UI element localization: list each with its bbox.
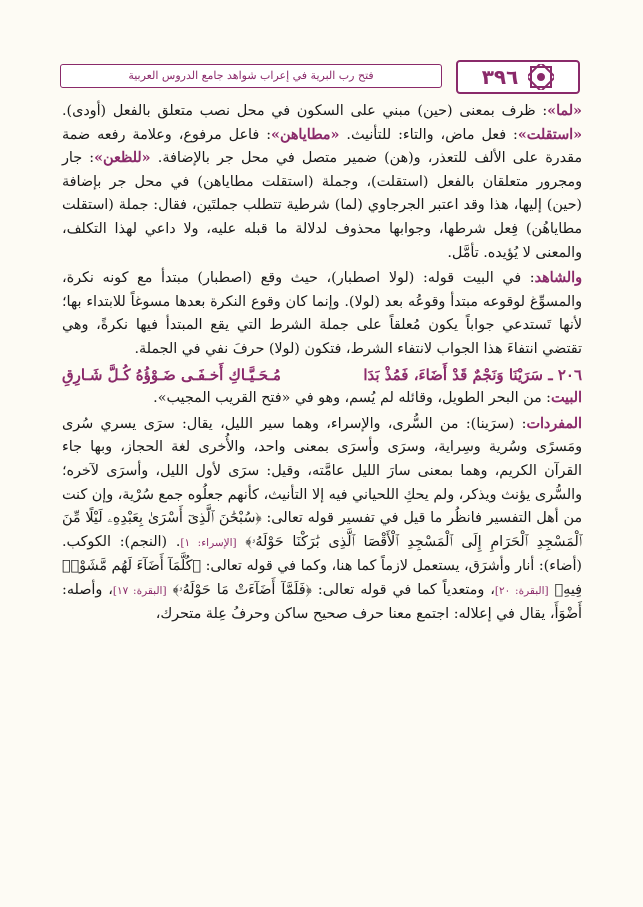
- quran-reference: [البقرة: ١٧]: [112, 584, 167, 597]
- label-mufradat: المفردات: [526, 415, 582, 432]
- term-lilzaan: «للظعن»: [94, 150, 151, 167]
- quran-reference: [البقرة: ٢٠]: [494, 584, 549, 597]
- paragraph-text: : من البحر الطويل، وقائله لم يُسم، وهو في «فتح القريب المجيب».: [153, 390, 551, 407]
- paragraph-text: . (النجم): الكوكب. (أضاء): أنار وأشرَق، يستعمل لازماً كما هنا، وكما في قوله تعالى:: [62, 533, 583, 575]
- label-bayt: البيت: [551, 390, 582, 407]
- paragraph-text: : ظرف بمعنى (حين) مبني على السكون في محل نصب متعلق بالفعل (أودى).: [62, 103, 548, 119]
- paragraph-text: : في البيت قوله: (لولا اصطبار)، حيث وقع (اصطبار) مبتدأ مع كونه نكرة، والمسوِّغ لوقوعه مبتدأ وقوعُه بعد (لولا). وإنما كان وقوع النكرة بعدها مسوغاً للابتداء بها؛ لأنها تَستدعي جواباً يكون مُعلقاً على جملة الشرط التي يقع المبتدأ فيها نكرةً، وهي تقتضي انتفاءَ هذا الجواب لانتفاء الشرط، فتكون (لولا) حرفَ نفي في الجملة.: [62, 270, 582, 357]
- paragraph-mufradat: [62, 413, 582, 627]
- paragraph-parsing: [62, 100, 582, 265]
- page-body: [62, 100, 582, 629]
- verse-number: ٢٠٦ ـ: [548, 365, 582, 384]
- hemistich-1: سَرَيْنَا وَنَجْمٌ قَدْ أَضَاءَ، فَمُذْ بَدَا: [363, 365, 543, 384]
- hemistich-2: مُـحَـيَّـاكِ أَخـفَـى ضَـوْؤُهُ كُـلَّ شَـارِقِ: [62, 365, 281, 384]
- paragraph-text: : فاعل مرفوع، وعلامة رفعه ضمة مقدرة على الألف للتعذر، و(هن) ضمير متصل في محل جر بالإضافة.: [62, 126, 582, 167]
- label-shahid: والشاهد: [534, 270, 582, 287]
- page-header: [60, 58, 580, 92]
- paragraph-text: ، وأصله: أَضْوَأَ، يقال في إعلاله: اجتمع معنا حرف صحيح ساكن وحرفُ عِلة متحرك،: [62, 581, 582, 623]
- book-title: فتح رب البرية في إعراب شواهد جامع الدروس العربية: [60, 64, 442, 88]
- paragraph-text: ، ومتعدياً كما في قوله تعالى:: [311, 581, 495, 598]
- paragraph-shahid: [62, 267, 582, 361]
- term-istaqallat: «استقلت»: [517, 126, 582, 143]
- term-lamma: «لما»: [547, 103, 582, 119]
- ornament-icon: [528, 64, 554, 90]
- paragraph-text: : فعل ماض، والتاء: للتأنيث.: [339, 126, 518, 143]
- page-number: ٣٩٦: [481, 65, 519, 89]
- poetry-verse: [62, 364, 582, 388]
- quran-verse: ﴿سُبْحَٰنَ ٱلَّذِىٓ أَسْرَىٰ بِعَبْدِهِۦ لَيْلًا مِّنَ ٱلْمَسْجِدِ ٱلْحَرَامِ إِلَى ٱلْمَسْجِدِ ٱلْأَقْصَا ٱلَّذِى بَٰرَكْنَا حَوْلَهُۥ﴾: [62, 510, 583, 550]
- paragraph-text: : جار ومجرور متعلقان بالفعل (استقلت)، وجملة (استقلت مطاياهن) في محل جر بإضافة (حين) إليها، هذا وقد اعتبر الجرجاوي (لما) شرطية تتطلب جملتَين، فقال: جملة (استقلت مطاياهُن) فِعل شرطها، وجوابها محذوف لدلالة ما قبله عليه، ولا داعي لهذا التكلف، والمعنى لا يُؤيده. تأمَّل.: [62, 150, 582, 261]
- verse-first-half: [363, 364, 582, 388]
- quran-reference: [الإسراء: ١]: [180, 536, 237, 549]
- paragraph-bayt: [62, 387, 582, 411]
- term-matayahunna: «مطاياهن»: [271, 126, 340, 143]
- quran-verse: ﴿كُلَّمَآ أَضَآءَ لَهُم مَّشَوْا۟ فِيهِ﴾: [62, 558, 582, 598]
- page-number-box: [456, 60, 580, 94]
- paragraph-text: : (سرَينا): من السُّرى، والإسراء، وهما سير الليل، يقال: سرَى يسري سُرى ومَسرًى وسُرية وسِراية، وسرَى وأسرَى بمعنى واحد، والأُخرى لغة الحجاز، وبها جاء القرآن الكريم، وهما بمعنى سارَ الليل عامَّته، وقيل: سرَى لأول الليل، وأسرَى لآخره؛ والسُّرى يؤنث ويذكر، ولم يحكِ اللحياني فيه إلا التأنيث، كأنهم جعلُوه جمع سُرْية، وإن كنت من أهل التفسير فانظُر ما قيل في تفسير قوله تعالى:: [62, 415, 582, 527]
- quran-verse: ﴿فَلَمَّآ أَضَآءَتْ مَا حَوْلَهُۥ﴾: [172, 581, 312, 598]
